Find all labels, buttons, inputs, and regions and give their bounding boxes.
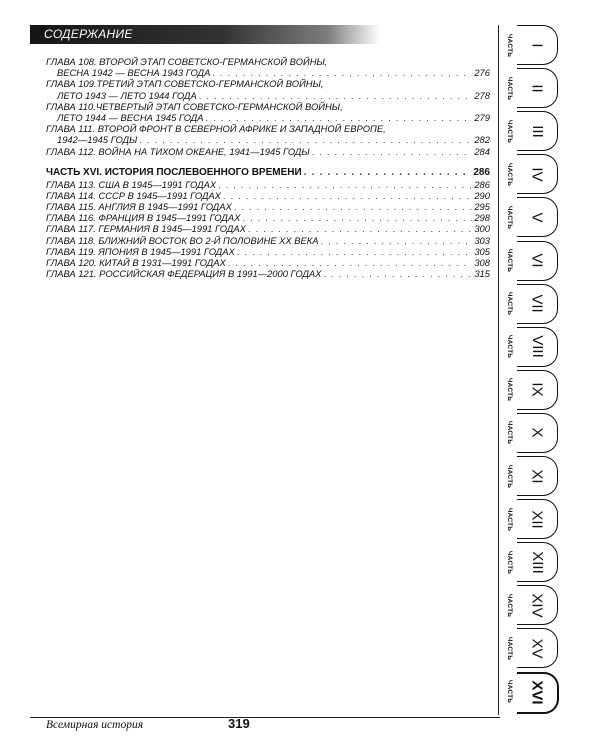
toc-entry-title: ГЛАВА 118. БЛИЖНИЙ ВОСТОК ВО 2-Й ПОЛОВИНЕ XX ВЕКА (46, 234, 319, 246)
part-tab-numeral: X (528, 427, 546, 438)
toc-entry-title: ГЛАВА 117. ГЕРМАНИЯ В 1945—1991 ГОДАХ (46, 223, 246, 235)
toc-row (46, 223, 490, 234)
part-tab-xv[interactable] (503, 627, 573, 669)
toc-page-number: 276 (474, 67, 490, 79)
part-tab-word-text: ЧАСТЬ (506, 291, 513, 316)
part-tab-word-text: ЧАСТЬ (506, 378, 513, 402)
toc-page-number: 295 (474, 201, 490, 213)
toc-row (46, 146, 490, 157)
part-tab-word (503, 200, 516, 234)
part-tab-word-text: ЧАСТЬ (506, 248, 513, 273)
part-tab-box (517, 542, 558, 582)
toc-part-heading (46, 167, 490, 179)
part-tab-numeral: XV (528, 638, 546, 659)
toc-page-number: 300 (474, 223, 490, 235)
part-tab-word (503, 675, 516, 709)
part-tab-word-text: ЧАСТЬ (506, 550, 513, 574)
part-tab-xii[interactable] (503, 498, 573, 540)
part-tab-word-text: ЧАСТЬ (506, 335, 513, 359)
part-tab-word (503, 244, 516, 278)
toc-leader-dots (228, 257, 473, 268)
toc-entry-title: ГЛАВА 113. США В 1945—1991 ГОДАХ (46, 178, 217, 190)
toc-row (46, 179, 490, 190)
part-tab-box (517, 284, 558, 324)
toc-leader-dots (223, 190, 472, 201)
part-tab-word (503, 545, 516, 579)
part-tab-numeral: XII (528, 509, 546, 529)
part-tab-box (517, 413, 558, 453)
toc-row (46, 257, 490, 268)
part-tab-box (517, 499, 558, 539)
part-tab-box (517, 241, 558, 281)
part-tab-numeral: XI (528, 468, 546, 484)
part-tab-box (517, 370, 558, 410)
toc-entry-title: ГЛАВА 115. АНГЛИЯ В 1945—1991 ГОДАХ (46, 201, 232, 213)
toc-entry-title: ГЛАВА 114. СССР В 1945—1991 ГОДАХ (46, 189, 222, 201)
toc-leader-dots (323, 268, 472, 279)
toc-entry-title: ГЛАВА 111. ВТОРОЙ ФРОНТ В СЕВЕРНОЙ АФРИКЕ И ЗАПАДНОЙ ЕВРОПЕ, (46, 123, 386, 135)
part-tab-box (517, 68, 558, 108)
toc-row (46, 112, 490, 123)
part-tab-word (503, 502, 516, 536)
toc-entry-title: 1942—1945 ГОДЫ (57, 134, 138, 146)
part-tab-box (517, 197, 558, 237)
part-tab-viii[interactable] (503, 326, 573, 368)
toc-row (46, 212, 490, 223)
toc-entry-title: ГЛАВА 109.ТРЕТИЙ ЭТАП СОВЕТСКО-ГЕРМАНСКОЙ ВОЙНЫ, (46, 78, 324, 90)
part-tab-numeral: IX (528, 382, 546, 397)
toc-leader-dots (248, 223, 472, 234)
footer-page-number: 319 (228, 716, 250, 731)
toc-leader-dots (199, 90, 473, 101)
toc-row (46, 246, 490, 257)
part-tab-word (503, 330, 516, 364)
part-tab-iii[interactable] (503, 110, 573, 152)
toc-leader-dots (321, 235, 473, 246)
part-tab-word (503, 416, 516, 450)
part-tab-vii[interactable] (503, 283, 573, 325)
part-tab-xiii[interactable] (503, 541, 573, 583)
toc-leader-dots (237, 246, 473, 257)
toc-row (46, 134, 490, 145)
toc-page-number: 303 (474, 234, 490, 246)
toc-row (46, 268, 490, 279)
part-tab-word (503, 71, 516, 105)
part-tab-word (503, 631, 516, 665)
part-tab-word-text: ЧАСТЬ (506, 593, 513, 617)
toc-page-number: 282 (474, 134, 490, 146)
footer-rule (30, 717, 500, 718)
part-tab-box (517, 154, 558, 194)
part-tab-word-text: ЧАСТЬ (506, 421, 513, 445)
toc-entry-title: ГЛАВА 108. ВТОРОЙ ЭТАП СОВЕТСКО-ГЕРМАНСКОЙ ВОЙНЫ, (46, 56, 328, 67)
part-tab-word (503, 114, 516, 148)
toc-row (46, 90, 490, 101)
part-tab-vi[interactable] (503, 240, 573, 282)
toc-entry-title: ВЕСНА 1942 — ВЕСНА 1943 ГОДА (57, 67, 211, 79)
toc-row (46, 56, 490, 67)
toc-entry-title: ГЛАВА 121. РОССИЙСКАЯ ФЕДЕРАЦИЯ В 1991—2000 ГОДАХ (46, 268, 322, 280)
part-tab-numeral: IV (528, 167, 546, 182)
part-tabs (503, 24, 573, 724)
part-tab-word-text: ЧАСТЬ (506, 636, 513, 661)
part-tab-word (503, 373, 516, 407)
header-title: СОДЕРЖАНИЕ (44, 27, 133, 41)
part-tab-iv[interactable] (503, 153, 573, 195)
toc-leader-dots (206, 112, 473, 123)
part-tab-box (517, 628, 558, 668)
toc-row (46, 78, 490, 89)
toc-entry-title: ЧАСТЬ XVI. ИСТОРИЯ ПОСЛЕВОЕННОГО ВРЕМЕНИ (46, 166, 302, 178)
toc-leader-dots (304, 167, 472, 179)
part-tab-numeral: II (528, 83, 546, 93)
toc-leader-dots (312, 146, 473, 157)
part-tab-word-text: ЧАСТЬ (506, 119, 513, 143)
part-tab-box (517, 327, 558, 367)
part-tab-ix[interactable] (503, 369, 573, 411)
toc-leader-dots (242, 212, 472, 223)
footer-book-title: Всемирная история (46, 719, 144, 731)
toc-row (46, 123, 490, 134)
toc-entry-title: ГЛАВА 112. ВОЙНА НА ТИХОМ ОКЕАНЕ, 1941—1945 ГОДЫ (46, 145, 310, 157)
toc-entry-title: ГЛАВА 120. КИТАЙ В 1931—1991 ГОДАХ (46, 257, 226, 268)
table-of-contents (46, 56, 490, 279)
toc-row (46, 101, 490, 112)
toc-leader-dots (234, 201, 473, 212)
part-tab-numeral: XIV (528, 593, 546, 618)
part-tab-word (503, 157, 516, 191)
toc-page-number: 290 (474, 189, 490, 201)
part-tab-numeral: XVI (528, 680, 546, 705)
part-tab-numeral: XIII (528, 550, 546, 574)
toc-entry-title: ГЛАВА 110.ЧЕТВЕРТЫЙ ЭТАП СОВЕТСКО-ГЕРМАНСКОЙ ВОЙНЫ, (46, 100, 343, 112)
toc-entry-title: ЛЕТО 1943 — ЛЕТО 1944 ГОДА (57, 89, 197, 101)
toc-page-number: 286 (474, 178, 490, 190)
part-tab-word-text: ЧАСТЬ (506, 507, 513, 531)
part-tab-xi[interactable] (503, 455, 573, 497)
toc-page-number: 315 (474, 268, 490, 280)
part-tab-word-text: ЧАСТЬ (506, 679, 513, 704)
part-tab-word (503, 28, 516, 62)
toc-page-number: 298 (474, 212, 490, 224)
part-tab-i[interactable] (503, 24, 573, 66)
part-tab-ii[interactable] (503, 67, 573, 109)
part-tab-numeral: III (528, 124, 546, 138)
toc-page-number: 286 (473, 166, 490, 178)
part-tab-word-text: ЧАСТЬ (506, 464, 513, 488)
part-tab-word-text: ЧАСТЬ (506, 162, 513, 186)
part-tab-word (503, 287, 516, 321)
toc-page-number: 279 (474, 111, 490, 123)
toc-leader-dots (218, 179, 472, 190)
toc-entry-title: ГЛАВА 119. ЯПОНИЯ В 1945—1991 ГОДАХ (46, 245, 235, 257)
toc-page-number: 278 (474, 89, 490, 101)
part-tab-word (503, 459, 516, 493)
toc-entry-title: ЛЕТО 1944 — ВЕСНА 1945 ГОДА (57, 111, 204, 123)
part-tab-box (517, 585, 558, 625)
part-tab-numeral: VIII (528, 335, 546, 358)
part-tab-numeral: VII (528, 294, 546, 313)
toc-row (46, 190, 490, 201)
part-tab-word-text: ЧАСТЬ (506, 33, 513, 57)
part-tab-word-text: ЧАСТЬ (506, 205, 513, 230)
part-tab-numeral: I (528, 42, 546, 48)
part-tab-box (517, 25, 558, 65)
part-tab-xiv[interactable] (503, 584, 573, 626)
right-rule (498, 25, 499, 715)
part-tab-xvi[interactable] (503, 671, 573, 713)
part-tab-v[interactable] (503, 196, 573, 238)
part-tab-box (517, 111, 558, 151)
part-tab-word-text: ЧАСТЬ (506, 76, 513, 100)
toc-row (46, 201, 490, 212)
part-tab-box (517, 672, 559, 714)
part-tab-box (517, 456, 558, 496)
part-tab-numeral: VI (528, 253, 546, 268)
toc-page-number: 308 (474, 257, 490, 268)
toc-leader-dots (139, 134, 472, 145)
toc-leader-dots (212, 67, 472, 78)
toc-page-number: 305 (474, 245, 490, 257)
toc-row (46, 67, 490, 78)
toc-row (46, 235, 490, 246)
header-banner (30, 25, 380, 44)
toc-entry-title: ГЛАВА 116. ФРАНЦИЯ В 1945—1991 ГОДАХ (46, 212, 241, 224)
part-tab-numeral: V (528, 212, 546, 223)
toc-page-number: 284 (474, 145, 490, 157)
part-tab-x[interactable] (503, 412, 573, 454)
part-tab-word (503, 588, 516, 622)
